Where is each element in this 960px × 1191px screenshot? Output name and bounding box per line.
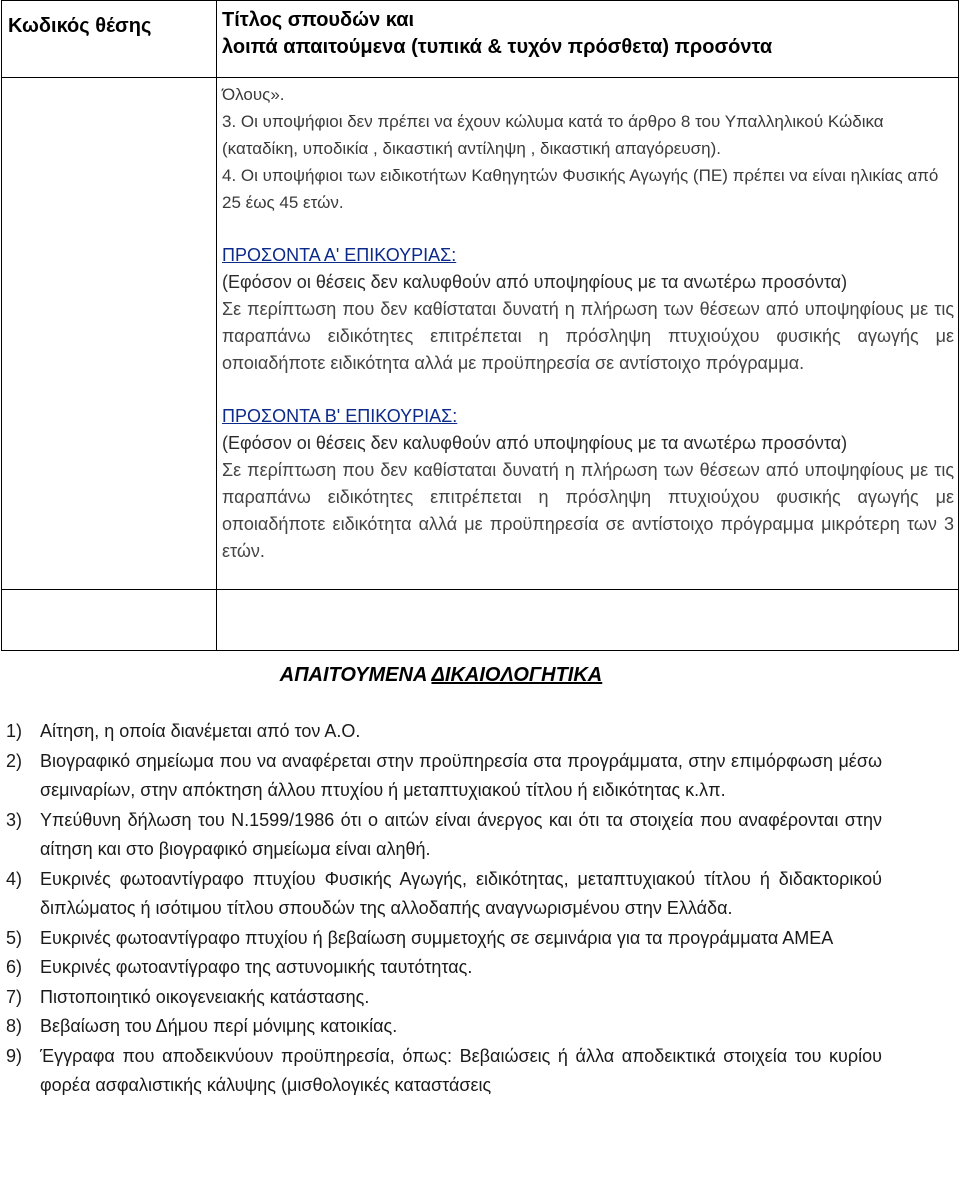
list-item-text: Υπεύθυνη δήλωση του Ν.1599/1986 ότι ο αιτών είναι άνεργος και ότι τα στοιχεία που αναφέρονται στην αίτηση και στο βιογραφικό σημείωμα είναι αληθή. — [40, 809, 882, 859]
position-code-cell — [2, 78, 217, 590]
empty-qualifications-cell — [217, 590, 959, 651]
list-item-text: Βεβαίωση του Δήμου περί μόνιμης κατοικίας. — [40, 1016, 398, 1036]
list-item-text: Ευκρινές φωτοαντίγραφο πτυχίου ή βεβαίωση συμμετοχής σε σεμινάρια για τα προγράμματα ΑΜΕΑ — [40, 927, 834, 948]
header-qualifications — [217, 1, 959, 78]
header-qualifications-line2: λοιπά απαιτούμενα (τυπικά & τυχόν πρόσθετα) προσόντα — [222, 36, 773, 58]
qualifications-content — [217, 78, 958, 565]
empty-code-cell — [2, 590, 217, 651]
required-documents-list — [6, 717, 882, 1101]
list-item — [6, 983, 882, 1013]
list-item-number: 4) — [6, 868, 23, 889]
list-item-number: 1) — [6, 721, 23, 741]
list-item-text: Πιστοποιητικό οικογενειακής κατάστασης. — [40, 986, 370, 1007]
positions-table — [1, 0, 959, 651]
list-item-number: 7) — [6, 986, 23, 1007]
section-b-body: Σε περίπτωση που δεν καθίσταται δυνατή η πλήρωση των θέσεων από υποψηφίους με τις παραπάνω ειδικότητες επιτρέπεται η πρόσληψη πτυχιούχου φυσικής αγωγής με οποιαδήποτε ειδικότητα αλλά με προϋπηρεσία σε αντίστοιχο πρόγραμμα μικρότερη των 3 ετών. — [222, 460, 954, 561]
required-documents-title — [0, 664, 882, 687]
list-item-number: 5) — [6, 927, 23, 948]
section-a-subtitle: (Εφόσον οι θέσεις δεν καλυφθούν από υποψηφίους με τα ανωτέρω προσόντα) — [222, 272, 848, 292]
list-item-text: Ευκρινές φωτοαντίγραφο πτυχίου Φυσικής Αγωγής, ειδικότητας, μεταπτυχιακού τίτλου ή διδακτορικού διπλώματος ή ισότιμου τίτλου σπουδών της αλλοδαπής αναγνωρισμένου στην Ελλάδα. — [40, 868, 882, 918]
table-row — [2, 78, 959, 590]
list-item-text: Ευκρινές φωτοαντίγραφο της αστυνομικής ταυτότητας. — [40, 957, 473, 977]
list-item — [6, 865, 882, 924]
header-position-code-label: Κωδικός θέσης — [8, 15, 152, 37]
list-item — [6, 953, 882, 983]
section-a-heading: ΠΡΟΣΟΝΤΑ Α' ΕΠΙΚΟΥΡΙΑΣ: — [222, 245, 457, 265]
list-item — [6, 1042, 882, 1101]
list-item-text: Αίτηση, η οποία διανέμεται από τον Α.Ο. — [40, 721, 361, 741]
list-item-number: 2) — [6, 750, 23, 771]
qualification-line: Όλους». — [222, 85, 285, 104]
list-item-number: 9) — [6, 1045, 23, 1066]
list-item — [6, 924, 882, 954]
list-item-text: Βιογραφικό σημείωμα που να αναφέρεται στην προϋπηρεσία στα προγράμματα, στην επιμόρφωση μέσω σεμιναρίων, στην απόκτηση άλλου πτυχίου ή μεταπτυχιακού τίτλου ή ειδικότητας κ.λπ. — [40, 750, 882, 800]
list-item-number: 8) — [6, 1016, 23, 1036]
header-qualifications-line1: Τίτλος σπουδών και — [222, 9, 415, 31]
required-documents-title-part1: ΑΠΑΙΤΟΥΜΕΝΑ — [279, 664, 432, 686]
list-item — [6, 806, 882, 865]
header-position-code — [2, 1, 217, 78]
qualification-line: 3. Οι υποψήφιοι δεν πρέπει να έχουν κώλυμα κατά το άρθρο 8 του Υπαλληλικού Κώδικα (καταδίκη, υποδικία , δικαστική αντίληψη , δικαστική απαγόρευση). — [222, 112, 884, 158]
list-item — [6, 1012, 882, 1042]
list-item-text: Έγγραφα που αποδεικνύουν προϋπηρεσία, όπως: Βεβαιώσεις ή άλλα αποδεικτικά στοιχεία του κυρίου φορέα ασφαλιστικής κάλυψης (μισθολογικές καταστάσεις — [40, 1045, 882, 1095]
section-a-body: Σε περίπτωση που δεν καθίσταται δυνατή η πλήρωση των θέσεων από υποψηφίους με τις παραπάνω ειδικότητες επιτρέπεται η πρόσληψη πτυχιούχου φυσικής αγωγής με οποιαδήποτε ειδικότητα αλλά με προϋπηρεσία σε αντίστοιχο πρόγραμμα. — [222, 299, 954, 373]
list-item-number: 3) — [6, 809, 23, 830]
list-item-number: 6) — [6, 957, 23, 977]
list-item — [6, 717, 882, 747]
required-documents-title-part2: ΔΙΚΑΙΟΛΟΓΗΤΙΚΑ — [431, 664, 603, 686]
table-row-empty — [2, 590, 959, 651]
section-b-subtitle: (Εφόσον οι θέσεις δεν καλυφθούν από υποψηφίους με τα ανωτέρω προσόντα) — [222, 433, 848, 453]
table-header-row — [2, 1, 959, 78]
qualification-line: 4. Οι υποψήφιοι των ειδικοτήτων Καθηγητών Φυσικής Αγωγής (ΠΕ) πρέπει να είναι ηλικίας από 25 έως 45 ετών. — [222, 166, 939, 212]
section-b-heading: ΠΡΟΣΟΝΤΑ Β' ΕΠΙΚΟΥΡΙΑΣ: — [222, 406, 458, 426]
list-item — [6, 747, 882, 806]
qualifications-cell — [217, 78, 959, 590]
